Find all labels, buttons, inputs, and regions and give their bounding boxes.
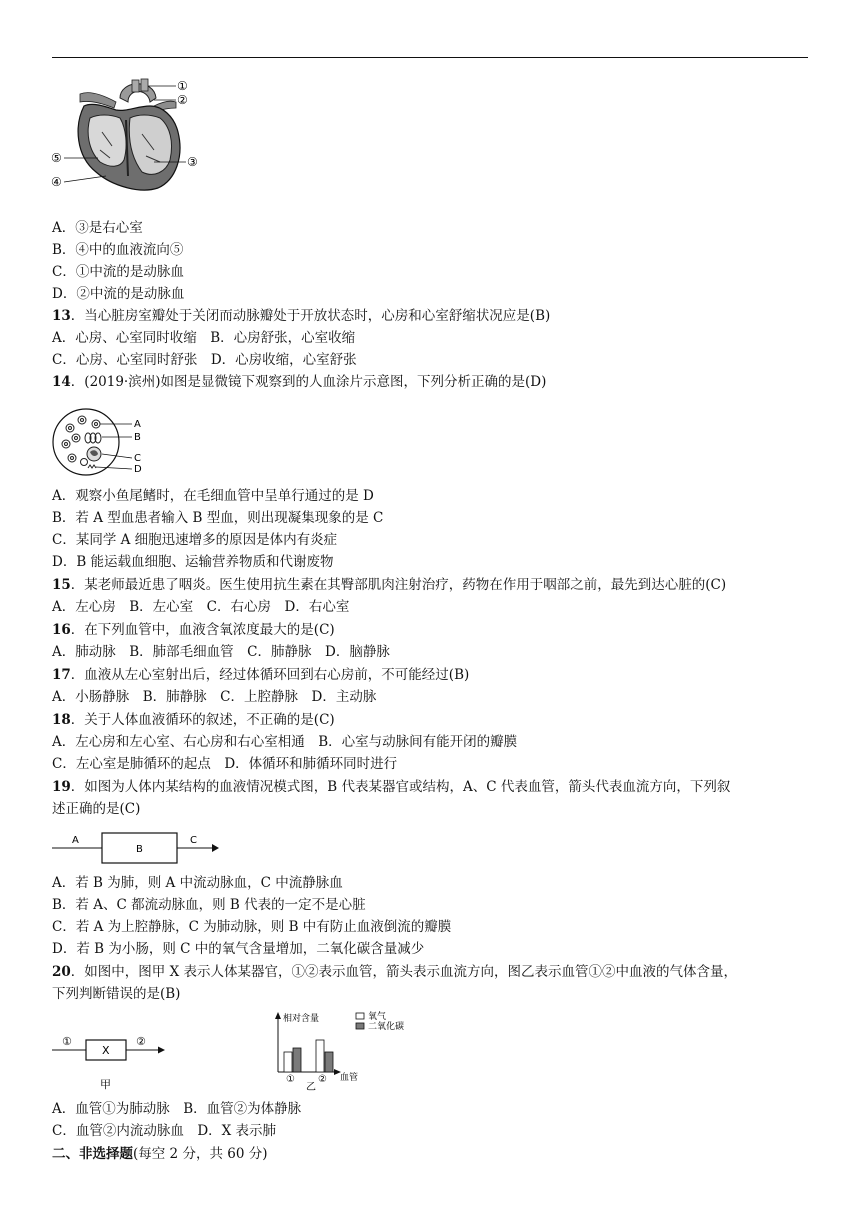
bar-co2-2 bbox=[325, 1052, 333, 1072]
q16-stem-text: ．在下列血管中，血液含氧浓度最大的是(C) bbox=[70, 622, 335, 638]
q14-option-d: D．B 能运载血细胞、运输营养物质和代谢废物 bbox=[52, 554, 334, 570]
jia-caption: 甲 bbox=[100, 1078, 111, 1091]
q12-option-b: B．④中的血液流向⑤ bbox=[52, 242, 184, 258]
smear-label-a: A bbox=[134, 419, 141, 430]
q15-number: 15 bbox=[52, 577, 71, 593]
heart-label-5: ⑤ bbox=[51, 151, 62, 165]
smear-label-d: D bbox=[134, 464, 142, 475]
q19-stem-text-1: ．如图为人体内某结构的血液情况模式图，B 代表某器官或结构，A、C 代表血管，箭头代表血流方向，下列叙 bbox=[70, 779, 731, 795]
smear-label-b: B bbox=[134, 432, 141, 443]
q12-option-c: C．①中流的是动脉血 bbox=[52, 264, 184, 280]
q18-options-1: A．左心房和左心室、右心房和右心室相通 B．心室与动脉间有能开闭的瓣膜 bbox=[52, 734, 518, 750]
q20-options-2: C．血管②内流动脉血 D．X 表示肺 bbox=[52, 1123, 277, 1139]
q20-stem bbox=[52, 963, 812, 981]
q12-option-d: D．②中流的是动脉血 bbox=[52, 286, 185, 302]
q14-stem bbox=[52, 373, 812, 391]
q17-number: 17 bbox=[52, 667, 71, 683]
chart-xlabel: 血管 bbox=[340, 1073, 359, 1083]
q18-stem-text: ．关于人体血液循环的叙述，不正确的是(C) bbox=[70, 712, 335, 728]
q15-options: A．左心房 B．左心室 C．右心房 D．右心室 bbox=[52, 599, 350, 615]
q18-number: 18 bbox=[52, 712, 71, 728]
q20-figure-yi bbox=[268, 1010, 418, 1094]
q14-option-c: C．某同学 A 细胞迅速增多的原因是体内有炎症 bbox=[52, 532, 338, 548]
q18-stem bbox=[52, 711, 812, 729]
q14-stem-text: ．(2019·滨州)如图是显微镜下观察到的人血涂片示意图，下列分析正确的是(D) bbox=[70, 374, 547, 390]
bar-oxygen-2 bbox=[316, 1040, 324, 1072]
q18-options-2: C．左心室是肺循环的起点 D．体循环和肺循环同时进行 bbox=[52, 756, 398, 772]
jia-label-out: ② bbox=[136, 1035, 146, 1048]
q19-option-b: B．若 A、C 都流动脉血，则 B 代表的一定不是心脏 bbox=[52, 897, 366, 913]
q19-label-c: C bbox=[190, 835, 197, 846]
heart-diagram bbox=[50, 76, 210, 196]
q14-option-a: A．观察小鱼尾鳍时，在毛细血管中呈单行通过的是 D bbox=[52, 488, 374, 504]
legend-co2: 二氧化碳 bbox=[368, 1022, 405, 1032]
q19-stem bbox=[52, 778, 812, 796]
q14-option-b: B．若 A 型血患者输入 B 型血，则出现凝集现象的是 C bbox=[52, 510, 384, 526]
q19-option-a: A．若 B 为肺，则 A 中流动脉血，C 中流静脉血 bbox=[52, 875, 343, 891]
q14-number: 14 bbox=[52, 374, 71, 390]
bar-oxygen-1 bbox=[284, 1052, 292, 1072]
heart-label-1: ① bbox=[177, 79, 188, 93]
q19-stem-line2: 述正确的是(C) bbox=[52, 801, 141, 817]
header-rule bbox=[52, 57, 808, 58]
q15-stem bbox=[52, 576, 812, 594]
q19-label-a: A bbox=[72, 835, 79, 846]
blood-smear-diagram bbox=[52, 406, 152, 478]
jia-label-in: ① bbox=[62, 1035, 72, 1048]
q13-options-2: C．心房、心室同时舒张 D．心房收缩，心室舒张 bbox=[52, 352, 357, 368]
smear-label-c: C bbox=[134, 453, 141, 464]
q13-stem bbox=[52, 307, 812, 325]
q19-number: 19 bbox=[52, 779, 71, 795]
q20-stem-text-1: ．如图中，图甲 X 表示人体某器官，①②表示血管，箭头表示血流方向，图乙表示血管①②中血液的气体含量， bbox=[70, 964, 737, 980]
heart-label-3: ③ bbox=[187, 155, 198, 169]
heart-label-2: ② bbox=[177, 93, 188, 107]
q16-stem bbox=[52, 621, 812, 639]
heart-label-4: ④ bbox=[51, 175, 62, 189]
q12-option-a: A．③是右心室 bbox=[52, 220, 143, 236]
q17-options: A．小肠静脉 B．肺静脉 C．上腔静脉 D．主动脉 bbox=[52, 689, 377, 705]
q19-option-c: C．若 A 为上腔静脉，C 为肺动脉，则 B 中有防止血液倒流的瓣膜 bbox=[52, 919, 452, 935]
q19-flow-diagram bbox=[52, 828, 222, 868]
q20-number: 20 bbox=[52, 964, 71, 980]
q13-options-1: A．心房、心室同时收缩 B．心房舒张，心室收缩 bbox=[52, 330, 356, 346]
q16-options: A．肺动脉 B．肺部毛细血管 C．肺静脉 D．脑静脉 bbox=[52, 644, 390, 660]
q20-stem-line2: 下列判断错误的是(B) bbox=[52, 986, 181, 1002]
section2-title: 二、非选择题 bbox=[52, 1146, 133, 1162]
q20-figure-jia bbox=[52, 1030, 172, 1092]
q13-stem-text: ．当心脏房室瓣处于关闭而动脉瓣处于开放状态时，心房和心室舒缩状况应是(B) bbox=[70, 308, 551, 324]
chart-tick-label-1: ① bbox=[286, 1074, 295, 1085]
chart-caption: 乙 bbox=[306, 1082, 316, 1093]
section2-note: (每空 2 分，共 60 分) bbox=[133, 1146, 268, 1162]
q13-number: 13 bbox=[52, 308, 71, 324]
q17-stem bbox=[52, 666, 812, 684]
q17-stem-text: ．血液从左心室射出后，经过体循环回到右心房前，不可能经过(B) bbox=[70, 667, 470, 683]
section2-heading bbox=[52, 1145, 812, 1163]
q16-number: 16 bbox=[52, 622, 71, 638]
chart-tick-label-2: ② bbox=[318, 1074, 327, 1085]
q19-label-b: B bbox=[136, 844, 143, 855]
legend-oxygen: 氧气 bbox=[368, 1012, 387, 1022]
legend-swatch-oxygen bbox=[356, 1013, 364, 1019]
q15-stem-text: ．某老师最近患了咽炎。医生使用抗生素在其臀部肌肉注射治疗，药物在作用于咽部之前，最先到达心脏的(C) bbox=[70, 577, 727, 593]
jia-label-box: X bbox=[102, 1044, 110, 1057]
legend-swatch-co2 bbox=[356, 1023, 364, 1029]
q20-options-1: A．血管①为肺动脉 B．血管②为体静脉 bbox=[52, 1101, 302, 1117]
q19-option-d: D．若 B 为小肠，则 C 中的氧气含量增加，二氧化碳含量减少 bbox=[52, 941, 425, 957]
chart-ylabel: 相对含量 bbox=[283, 1014, 320, 1024]
bar-co2-1 bbox=[293, 1048, 301, 1072]
